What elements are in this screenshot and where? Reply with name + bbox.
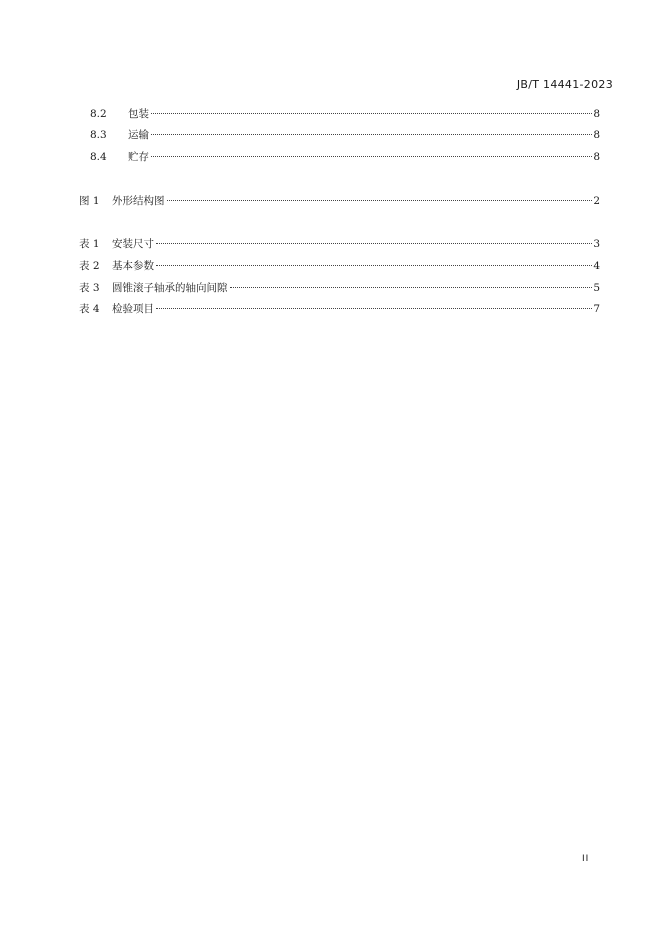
dot-leader xyxy=(167,200,593,201)
toc-entry-title: 外形结构图 xyxy=(112,195,165,207)
toc-entry-title: 基本参数 xyxy=(112,260,154,272)
toc-entry-table-4[interactable] xyxy=(79,302,600,316)
dot-leader xyxy=(156,265,592,266)
dot-leader xyxy=(151,134,592,135)
toc-entry-page: 3 xyxy=(593,238,600,250)
toc-entry-number: 表 1 xyxy=(79,238,100,250)
toc-entry-title: 贮存 xyxy=(128,151,149,163)
page-number: II xyxy=(582,854,590,864)
toc-entry-page: 7 xyxy=(593,303,600,315)
toc-entry-number: 8.3 xyxy=(90,129,107,141)
toc-entry-number: 图 1 xyxy=(79,195,100,207)
toc-entry-page: 5 xyxy=(593,282,600,294)
toc-entry-number: 8.2 xyxy=(90,108,107,120)
toc-entry-title: 包装 xyxy=(128,108,149,120)
dot-leader xyxy=(230,287,593,288)
toc-entry-number: 表 4 xyxy=(79,303,100,315)
toc-entry-title: 安装尺寸 xyxy=(112,238,154,250)
toc-entry-page: 8 xyxy=(593,108,600,120)
toc-entry-number: 表 3 xyxy=(79,282,100,294)
toc-entry-8-3[interactable] xyxy=(90,128,600,142)
toc-entry-table-3[interactable] xyxy=(79,281,600,295)
toc-entry-title: 运输 xyxy=(128,129,149,141)
dot-leader xyxy=(156,308,592,309)
toc-entry-table-1[interactable] xyxy=(79,237,600,251)
toc-entry-title: 圆锥滚子轴承的轴向间隙 xyxy=(112,282,228,294)
toc-entry-page: 4 xyxy=(593,260,600,272)
toc-entry-8-2[interactable] xyxy=(90,107,600,121)
toc-entry-page: 8 xyxy=(593,151,600,163)
toc-entry-8-4[interactable] xyxy=(90,150,600,164)
toc-entry-number: 表 2 xyxy=(79,260,100,272)
dot-leader xyxy=(156,243,592,244)
dot-leader xyxy=(151,113,592,114)
doc-code: JB/T 14441-2023 xyxy=(516,78,613,91)
dot-leader xyxy=(151,156,592,157)
toc-entry-page: 8 xyxy=(593,129,600,141)
toc-entry-figure-1[interactable] xyxy=(79,194,600,208)
toc-entry-number: 8.4 xyxy=(90,151,107,163)
toc-entry-table-2[interactable] xyxy=(79,259,600,273)
toc-entry-page: 2 xyxy=(593,195,600,207)
toc-entry-title: 检验项目 xyxy=(112,303,154,315)
